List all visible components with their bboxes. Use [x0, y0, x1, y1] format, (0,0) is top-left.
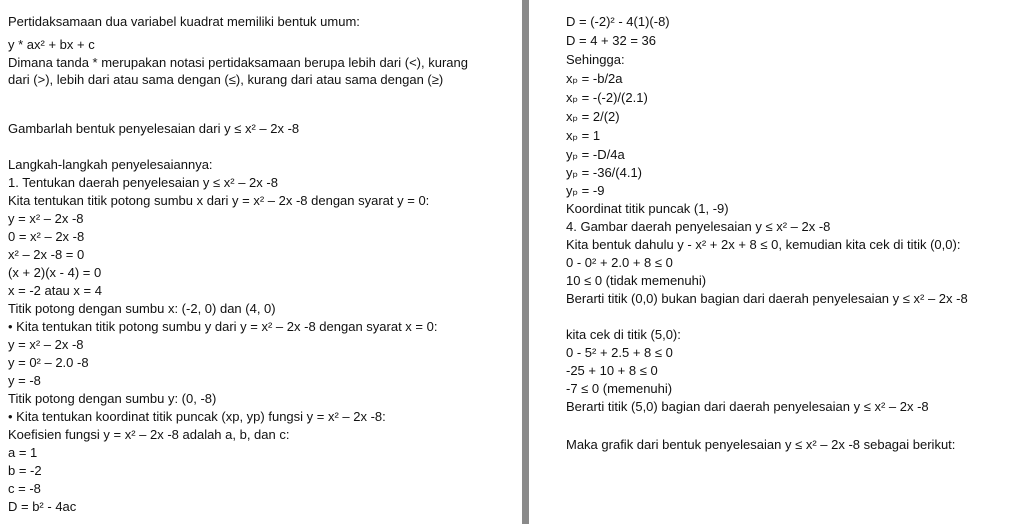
- coefficients-line: Koefisien fungsi y = x² – 2x -8 adalah a, b, dan c:: [8, 427, 290, 442]
- equation-line: x² – 2x -8 = 0: [8, 247, 85, 262]
- problem-statement: Gambarlah bentuk penyelesaian dari y ≤ x² – 2x -8: [8, 121, 300, 136]
- vertex-result: Koordinat titik puncak (1, -9): [566, 201, 729, 216]
- discriminant-formula: D = b² - 4ac: [8, 499, 77, 514]
- test-equation: 0 - 0² + 2.0 + 8 ≤ 0: [566, 255, 673, 270]
- step-1: 1. Tentukan daerah penyelesaian y ≤ x² – 2x -8: [8, 175, 278, 190]
- general-form: y * ax² + bx + c: [8, 37, 95, 52]
- discriminant-line: D = (-2)² - 4(1)(-8): [566, 14, 670, 29]
- vertex-y-line: yₚ = -D/4a: [566, 147, 625, 162]
- intro-line: Pertidaksamaan dua variabel kuadrat memiliki bentuk umum:: [8, 14, 360, 29]
- x-intercept-intro: Kita tentukan titik potong sumbu x dari y = x² – 2x -8 dengan syarat y = 0:: [8, 193, 430, 208]
- equation-line: x = -2 atau x = 4: [8, 283, 102, 298]
- vertex-x-line: xₚ = -b/2a: [566, 71, 623, 86]
- therefore-label: Sehingga:: [566, 52, 625, 67]
- vertex-x-line: xₚ = 2/(2): [566, 109, 620, 124]
- column-divider: [522, 0, 529, 524]
- coefficient-a: a = 1: [8, 445, 38, 460]
- discriminant-line: D = 4 + 32 = 36: [566, 33, 656, 48]
- y-intercept-intro: • Kita tentukan titik potong sumbu y dari y = x² – 2x -8 dengan syarat x = 0:: [8, 319, 438, 334]
- steps-heading: Langkah-langkah penyelesaiannya:: [8, 157, 213, 172]
- test-conclusion: Berarti titik (0,0) bukan bagian dari daerah penyelesaian y ≤ x² – 2x -8: [566, 291, 968, 306]
- y-intercept-result: Titik potong dengan sumbu y: (0, -8): [8, 391, 217, 406]
- equation-line: y = x² – 2x -8: [8, 337, 84, 352]
- x-intercepts-result: Titik potong dengan sumbu x: (-2, 0) dan (4, 0): [8, 301, 276, 316]
- test-point-intro: Kita bentuk dahulu y - x² + 2x + 8 ≤ 0, kemudian kita cek di titik (0,0):: [566, 237, 961, 252]
- vertex-y-line: yₚ = -9: [566, 183, 605, 198]
- second-test-intro: kita cek di titik (5,0):: [566, 327, 681, 342]
- vertex-intro: • Kita tentukan koordinat titik puncak (xp, yp) fungsi y = x² – 2x -8:: [8, 409, 386, 424]
- test-conclusion: Berarti titik (5,0) bagian dari daerah penyelesaian y ≤ x² – 2x -8: [566, 399, 929, 414]
- coefficient-c: c = -8: [8, 481, 41, 496]
- graph-intro: Maka grafik dari bentuk penyelesaian y ≤ x² – 2x -8 sebagai berikut:: [566, 437, 956, 452]
- equation-line: y = x² – 2x -8: [8, 211, 84, 226]
- equation-line: (x + 2)(x - 4) = 0: [8, 265, 102, 280]
- step-4: 4. Gambar daerah penyelesaian y ≤ x² – 2x -8: [566, 219, 831, 234]
- notation-paragraph: Dimana tanda * merupakan notasi pertidaksamaan berupa lebih dari (<), kurang dari (>), lebih dari atau sama dengan (≤), kurang dari atau sama dengan (≥): [8, 55, 468, 87]
- test-equation: 0 - 5² + 2.5 + 8 ≤ 0: [566, 345, 673, 360]
- vertex-y-line: yₚ = -36/(4.1): [566, 165, 643, 180]
- vertex-x-line: xₚ = -(-2)/(2.1): [566, 90, 648, 105]
- test-equation: -25 + 10 + 8 ≤ 0: [566, 363, 658, 378]
- equation-line: y = 0² – 2.0 -8: [8, 355, 89, 370]
- coefficient-b: b = -2: [8, 463, 42, 478]
- equation-line: y = -8: [8, 373, 41, 388]
- test-equation: -7 ≤ 0 (memenuhi): [566, 381, 673, 396]
- equation-line: 0 = x² – 2x -8: [8, 229, 85, 244]
- vertex-x-line: xₚ = 1: [566, 128, 601, 143]
- test-equation: 10 ≤ 0 (tidak memenuhi): [566, 273, 707, 288]
